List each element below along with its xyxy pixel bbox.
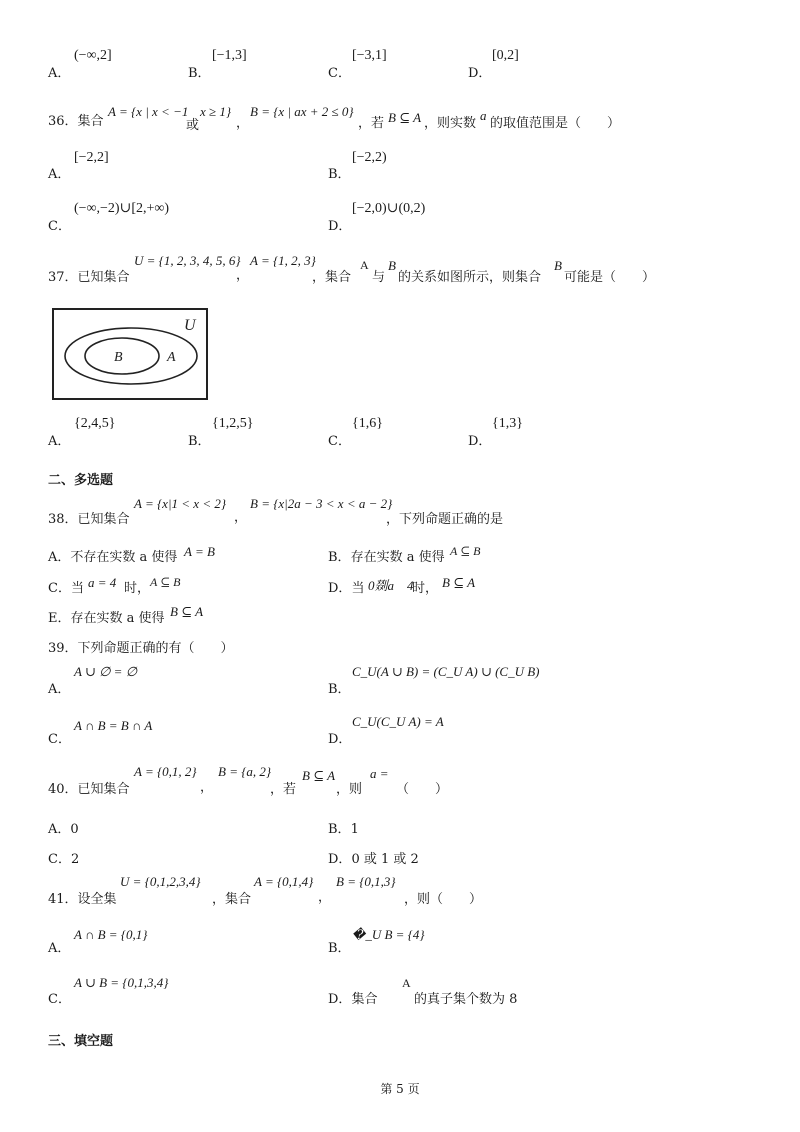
q39-option-a-math: A ∪ ∅ = ∅ [74,664,138,679]
q36-option-b-label: B． [328,167,351,182]
option-text: 当 [70,581,84,596]
q37-option-d-label: D． [468,434,492,449]
option-label: A． [48,66,71,81]
option-label: A． [48,550,71,565]
option-label: B． [188,66,211,81]
option-text: 当 [351,581,365,596]
q37-text-maybe: 可能是（ ） [564,270,656,285]
q41-math-a: A = {0,1,4} [254,874,314,889]
q38-option-d-text2: 时， [412,581,439,596]
q41-text-comma: ， [318,890,332,905]
q41-option-d-math: A [402,976,411,990]
q35-option-b-math: [−1,3] [212,48,247,63]
option-label: D． [328,581,352,596]
stem-text: 已知集合 [77,270,130,285]
q37-option-c-math: {1,6} [352,416,383,431]
question-number: 36． [48,114,78,129]
option-text: 0 [70,822,79,837]
q38-option-c-text2: 时， [124,581,151,596]
q41-option-d-text2: 的真子集个数为 8 [414,992,518,1007]
q38-text-tail: ，下列命题正确的是 [386,512,504,527]
option-label: E． [48,611,71,626]
option-label: B． [328,550,351,565]
q39-option-b-label: B． [328,682,351,697]
option-label: C． [328,66,351,81]
q37-option-d-math: {1,3} [492,416,523,431]
option-text: 0 或 1 或 2 [351,852,419,867]
q35-option-c [328,62,351,81]
question-number: 41． [48,892,78,907]
q41-option-c-label: C． [48,992,71,1007]
q37-text-comma: ， [236,268,250,283]
q39-option-d-label: D． [328,732,352,747]
stem-text: 已知集合 [77,512,130,527]
q37-math-A: A [360,258,369,272]
q36-option-a-label: A． [48,167,71,182]
venn-diagram [52,308,208,400]
q40-text-if: ，若 [270,782,297,797]
q35-option-d [468,62,491,81]
stem-text: 设全集 [77,892,117,907]
q36-stem [48,110,104,129]
q41-option-b-label: B． [328,941,351,956]
q38-option-a [48,546,177,565]
q36-math-a2: x ≥ 1} [200,104,232,119]
option-text: 存在实数 a 使得 [70,611,165,626]
q41-option-b-math: �_U B = {4} [352,927,425,942]
q41-math-u: U = {0,1,2,3,4} [120,874,201,889]
q37-text-and: 与 [372,270,386,285]
q41-text-then: ，则（ ） [404,892,483,907]
q41-math-b: B = {0,1,3} [336,874,396,889]
q38-option-d-math2: B ⊆ A [442,575,476,590]
stem-text: 下列命题正确的有（ ） [77,641,234,656]
page-footer: 第 5 页 [380,1082,420,1096]
q36-option-b-math: [−2,2) [352,150,387,165]
q36-option-d-label: D． [328,219,352,234]
q37-text-set: ，集合 [312,270,352,285]
q36-math-a-var: a [480,108,487,123]
stem-text: 集合 [77,114,104,129]
q40-text-paren: （ ） [396,782,449,797]
option-text: 不存在实数 a 使得 [70,550,178,565]
q38-option-c-math1: a = 4 [88,575,117,590]
q38-option-e-math: B ⊆ A [170,604,204,619]
q36-text-real: ，则实数 [424,116,477,131]
option-label: C． [48,852,71,867]
q36-option-c-math: (−∞,−2)∪[2,+∞) [74,201,170,216]
q35-option-d-math: [0,2] [492,48,519,63]
q40-text-then: ，则 [336,782,363,797]
q36-text-if: ，若 [358,116,385,131]
venn-label-b: B [114,350,123,365]
section-heading-multiple-choice: 二、多选题 [48,473,114,488]
q40-math-subset: B ⊆ A [302,768,336,783]
q35-option-b [188,62,211,81]
option-text: 1 [350,822,359,837]
q41-text-set: ，集合 [212,892,252,907]
option-label: D． [328,992,352,1007]
q40-text-comma: ， [200,780,214,795]
q38-option-a-math: A = B [184,544,215,559]
q38-stem [48,508,130,527]
q36-option-a-math: [−2,2] [74,150,109,165]
q37-math-B2: B [554,258,562,273]
q37-stem [48,266,130,285]
q36-option-c-label: C． [48,219,71,234]
option-label: C． [48,581,71,596]
q38-option-e [48,607,165,626]
q35-option-a [48,62,70,81]
q38-option-d-math1: 0剟a 4 [368,578,414,593]
venn-label-u: U [184,317,196,334]
q37-text-rel: 的关系如图所示，则集合 [398,270,542,285]
q37-option-b-math: {1,2,5} [212,416,254,431]
q37-math-B: B [388,258,396,273]
q40-math-a-eq: a = [370,766,389,781]
q39-option-c-math: A ∩ B = B ∩ A [74,718,153,733]
q40-math-a: A = {0,1, 2} [134,764,197,779]
q39-stem [48,637,234,656]
q41-option-a-label: A． [48,941,71,956]
option-text: 集合 [351,992,378,1007]
option-label: D． [328,852,352,867]
q36-text-or: 或 [186,118,200,133]
question-number: 38． [48,512,78,527]
section-heading-fill-in: 三、填空题 [48,1034,114,1049]
q37-option-b-label: B． [188,434,211,449]
question-number: 37． [48,270,78,285]
q36-math-a: A = {x | x < −1 [108,104,189,119]
option-text: 存在实数 a 使得 [350,550,445,565]
option-label: B． [328,822,351,837]
q38-option-b [328,546,445,565]
q40-option-c [48,848,79,867]
option-label: D． [468,66,492,81]
q40-option-a [48,818,79,837]
q36-text-comma: ， [236,116,250,131]
q40-option-b [328,818,359,837]
q38-text-comma: ， [234,510,248,525]
q39-option-d-math: C_U(C_U A) = A [352,714,444,729]
q38-math-b: B = {x|2a − 3 < x < a − 2} [250,496,393,511]
q40-option-d [328,848,419,867]
q37-math-a: A = {1, 2, 3} [250,253,316,268]
q37-math-u: U = {1, 2, 3, 4, 5, 6} [134,253,241,268]
q36-math-subset: B ⊆ A [388,110,422,125]
q38-math-a: A = {x|1 < x < 2} [134,496,227,511]
q40-math-b: B = {a, 2} [218,764,272,779]
stem-text: 已知集合 [77,782,130,797]
venn-label-a: A [167,350,176,365]
q39-option-c-label: C． [48,732,71,747]
q38-option-b-math: A ⊆ B [450,544,481,558]
q40-stem [48,778,130,797]
q35-option-a-math: (−∞,2] [74,48,112,63]
q37-option-c-label: C． [328,434,351,449]
q35-option-c-math: [−3,1] [352,48,387,63]
option-label: A． [48,822,71,837]
question-number: 39． [48,641,78,656]
q38-option-c [48,577,84,596]
q41-stem [48,888,117,907]
q36-text-range: 的取值范围是（ ） [490,116,621,131]
q37-option-a-label: A． [48,434,71,449]
q41-option-a-math: A ∩ B = {0,1} [74,927,148,942]
q36-option-d-math: [−2,0)∪(0,2) [352,201,426,216]
question-number: 40． [48,782,78,797]
q38-option-c-math2: A ⊆ B [150,575,181,589]
option-text: 2 [70,852,80,867]
q41-option-c-math: A ∪ B = {0,1,3,4} [74,975,169,990]
q39-option-b-math: C_U(A ∪ B) = (C_U A) ∪ (C_U B) [352,664,540,679]
q39-option-a-label: A． [48,682,71,697]
q41-option-d [328,988,377,1007]
q38-option-d [328,577,364,596]
q37-option-a-math: {2,4,5} [74,416,116,431]
q36-math-b: B = {x | ax + 2 ≤ 0} [250,104,354,119]
